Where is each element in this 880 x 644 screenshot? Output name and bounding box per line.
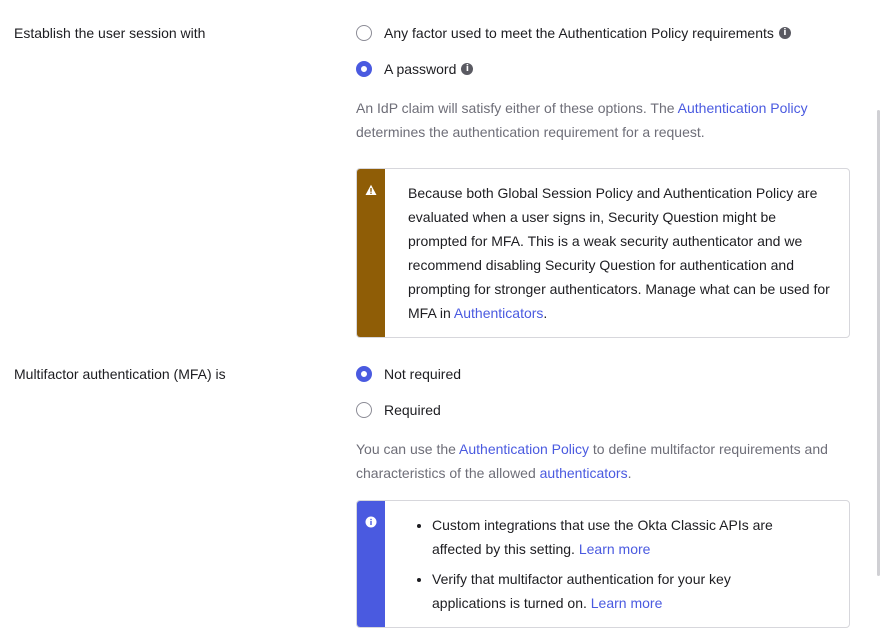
session-help-pre: An IdP claim will satisfy either of these options. The	[356, 100, 678, 116]
session-help-post: determines the authentication requirement for a request.	[356, 124, 705, 140]
session-option-password-label: A password	[384, 61, 457, 77]
warning-text-pre: Because both Global Session Policy and Authentication Policy are evaluated when a user signs in, Security Question might be prompted for MFA. This is a weak security authenticator and we recommend disabling Security Question for authentication and prompting for stronger authenticators. Manage what can be used for MFA in	[408, 185, 830, 321]
info-list	[408, 513, 808, 615]
info-list-wrapper	[408, 501, 808, 615]
mfa-option-not-required-label: Not required	[384, 366, 462, 382]
authentication-policy-link[interactable]: Authentication Policy	[459, 441, 589, 457]
warning-text-post: .	[543, 305, 548, 321]
mfa-option-required-label: Required	[384, 402, 441, 418]
info-icon[interactable]: i	[461, 63, 473, 75]
warning-callout	[356, 168, 850, 338]
warning-stripe	[357, 169, 385, 337]
mfa-label: Multifactor authentication (MFA) is	[14, 366, 226, 382]
authentication-policy-link[interactable]: Authentication Policy	[677, 100, 808, 116]
radio-checked-icon[interactable]	[356, 61, 372, 77]
mfa-option-not-required[interactable]	[356, 364, 461, 384]
info-callout	[356, 500, 850, 628]
learn-more-link[interactable]: Learn more	[590, 595, 663, 611]
authenticators-link[interactable]: Authenticators	[453, 305, 544, 321]
session-help-text	[356, 96, 856, 144]
warning-icon	[365, 184, 377, 196]
info-icon[interactable]: i	[779, 27, 791, 39]
session-option-any-factor-label: Any factor used to meet the Authentication Policy requirements	[384, 25, 774, 41]
mfa-help-text	[356, 437, 856, 485]
authenticators-link[interactable]: authenticators	[539, 465, 628, 481]
mfa-help-post: .	[627, 465, 632, 481]
info-item-text: Verify that multifactor authentication for your key applications is turned on.	[432, 571, 731, 611]
session-option-any-factor[interactable]	[356, 23, 791, 43]
mfa-help-pre: You can use the	[356, 441, 460, 457]
list-item	[432, 513, 808, 561]
radio-checked-icon[interactable]	[356, 366, 372, 382]
info-icon	[365, 516, 377, 528]
session-option-password[interactable]	[356, 59, 473, 79]
mfa-option-required[interactable]	[356, 400, 441, 420]
radio-unchecked-icon[interactable]	[356, 25, 372, 41]
list-item	[432, 567, 808, 615]
mfa-help-mid: to define multifactor requirements and characteristics of the allowed	[356, 441, 828, 481]
learn-more-link[interactable]: Learn more	[578, 541, 651, 557]
radio-unchecked-icon[interactable]	[356, 402, 372, 418]
session-label: Establish the user session with	[14, 25, 206, 41]
info-stripe	[357, 501, 385, 627]
info-item-text: Custom integrations that use the Okta Classic APIs are affected by this setting.	[432, 517, 773, 557]
warning-text	[408, 169, 832, 325]
